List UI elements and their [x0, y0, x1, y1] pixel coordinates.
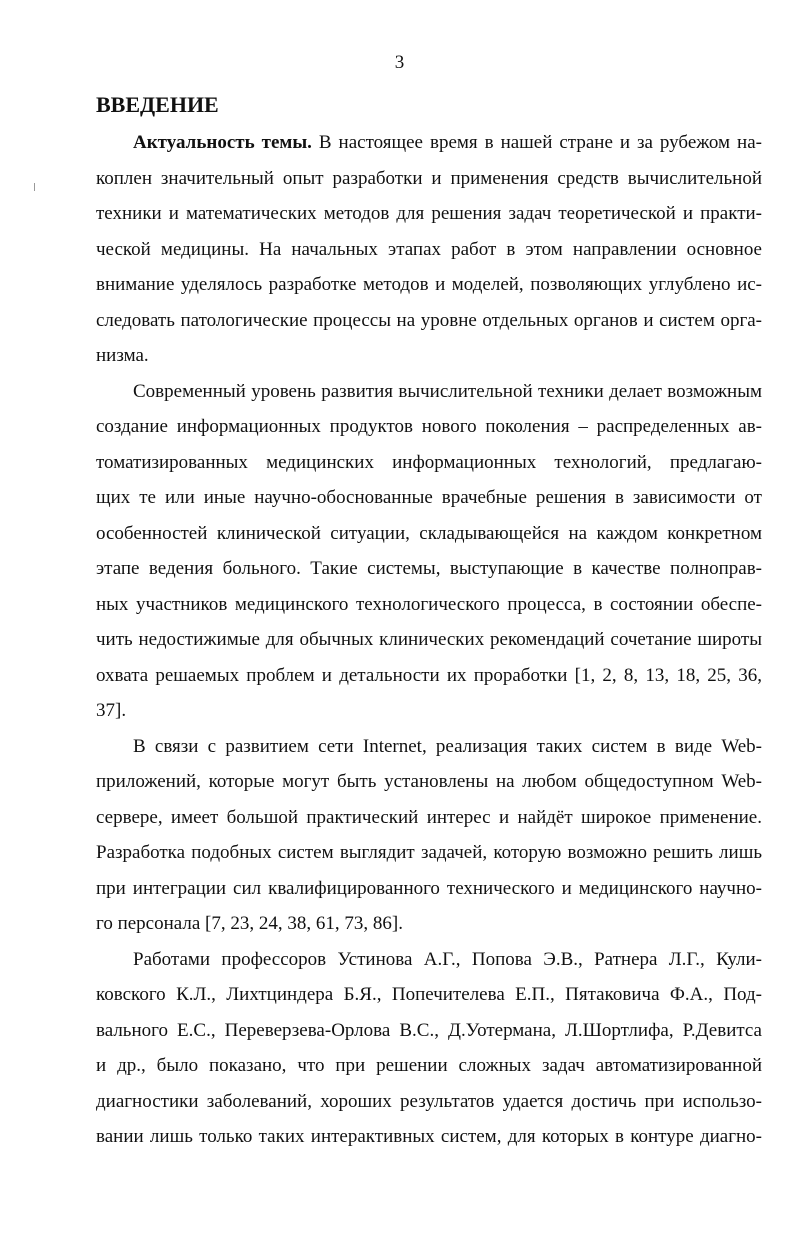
text-line: ковского К.Л., Лихтциндера Б.Я., Попечителева Е.П., Пятаковича Ф.А., Под- — [96, 984, 762, 1005]
text-line: вании лишь только таких интерактивных систем, для которых в контуре диагно- — [96, 1126, 762, 1147]
text-line: техники и математических методов для решения задач теоретической и практи- — [96, 203, 762, 224]
paragraph-lead: Актуальность темы. — [133, 132, 312, 153]
text-line: при интеграции сил квалифицированного технического и медицинского научно- — [96, 877, 762, 899]
text-line: 37]. — [96, 700, 127, 721]
text-line: этапе ведения больного. Такие системы, выступающие в качестве полноправ- — [96, 558, 762, 579]
text-line: го персонала [7, 23, 24, 38, 61, 73, 86]. — [96, 913, 403, 934]
text-line: диагностики заболеваний, хороших результатов удается достичь при использо- — [96, 1090, 762, 1112]
text-line: охвата решаемых проблем и детальности их проработки [1, 2, 8, 13, 18, 25, 36, — [96, 664, 762, 686]
text-line: чить недостижимые для обычных клинических рекомендаций сочетание широты — [96, 629, 762, 650]
paragraph — [96, 374, 762, 729]
text-line: приложений, которые могут быть установлены на любом общедоступном Web- — [96, 771, 762, 792]
text-line: особенностей клинической ситуации, складывающейся на каждом конкретном — [96, 522, 762, 544]
text-line: щих те или иные научно-обоснованные врачебные решения в зависимости от — [96, 487, 762, 508]
text-line: Современный уровень развития вычислительной техники делает возможным — [133, 380, 762, 402]
text-line — [96, 125, 762, 161]
text-line: следовать патологические процессы на уровне отдельных органов и систем орга- — [96, 309, 762, 331]
text-line: ных участников медицинского технологического процесса, в состоянии обеспе- — [96, 593, 762, 615]
text-line: Разработка подобных систем выглядит задачей, которую возможно решить лишь — [96, 842, 762, 863]
line-text: В настоящее время в нашей стране и за рубежом на- — [311, 132, 762, 153]
text-line: коплен значительный опыт разработки и применения средств вычислительной — [96, 167, 762, 189]
paragraph — [96, 942, 762, 1155]
document-body — [96, 125, 762, 1155]
text-line: вального Е.С., Переверзева-Орлова В.С., Д.Уотермана, Л.Шортлифа, Р.Девитса — [96, 1019, 762, 1041]
text-line: томатизированных медицинских информационных технологий, предлагаю- — [96, 451, 762, 473]
text-line: создание информационных продуктов нового поколения – распределенных ав- — [96, 416, 762, 437]
section-title: ВВЕДЕНИЕ — [96, 92, 219, 117]
paragraph — [96, 125, 762, 374]
text-line: внимание уделялось разработке методов и моделей, позволяющих углублено ис- — [96, 274, 762, 295]
text-line: ческой медицины. На начальных этапах работ в этом направлении основное — [96, 238, 762, 260]
paragraph — [96, 729, 762, 942]
text-line: В связи с развитием сети Internet, реализация таких систем в виде Web- — [133, 735, 762, 757]
page-number: 3 — [394, 52, 405, 73]
text-line: сервере, имеет большой практический интерес и найдёт широкое применение. — [96, 806, 762, 828]
text-line: Работами профессоров Устинова А.Г., Попова Э.В., Ратнера Л.Г., Кули- — [133, 948, 762, 970]
text-line: низма. — [96, 345, 149, 366]
text-line: и др., было показано, что при решении сложных задач автоматизированной — [96, 1055, 762, 1076]
scan-artifact — [34, 183, 35, 191]
